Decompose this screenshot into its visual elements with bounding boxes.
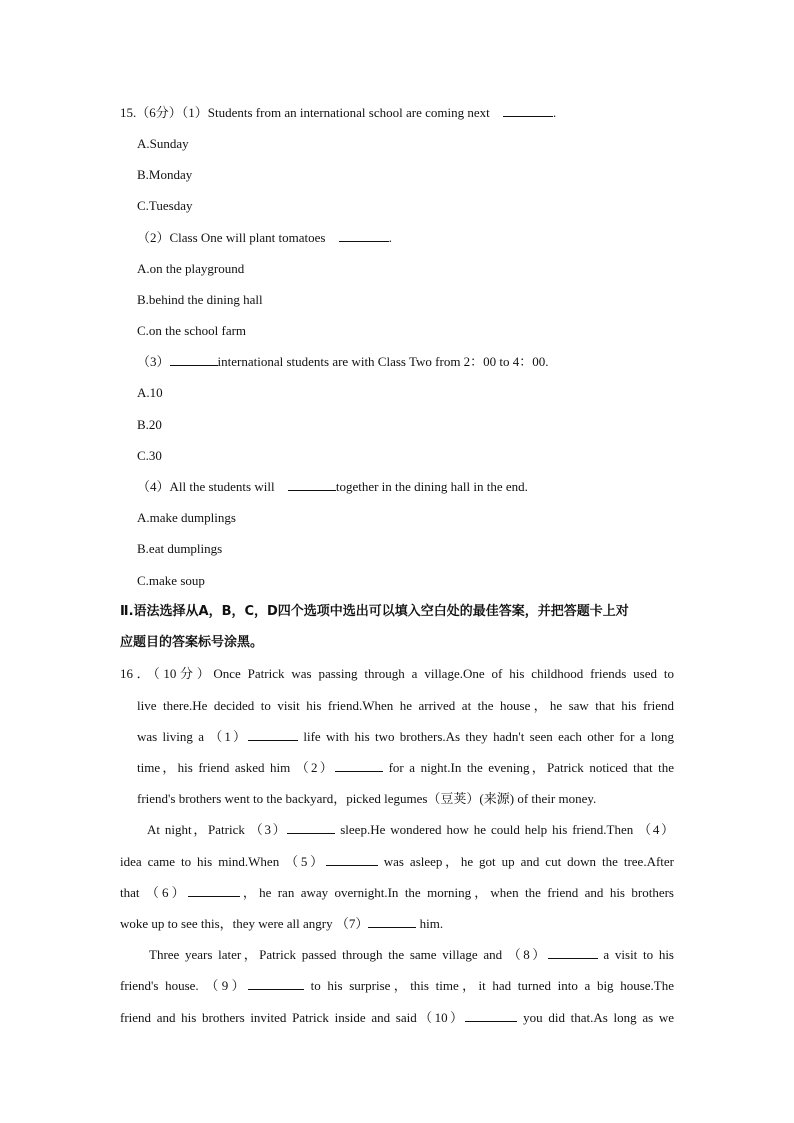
q15-sub3-option-a: A.10 — [137, 385, 163, 400]
q15-sub1-option-c: C.Tuesday — [137, 198, 193, 213]
answer-blank-3 — [287, 821, 335, 834]
q16-line-9: woke up to see this，they were all angry （7） him. — [120, 916, 444, 931]
q15-sub3-stem: （3） international students are with Class Two from 2：00 to 4：00. — [137, 354, 549, 369]
q16-line-1: 16．（10分）Once Patrick was passing through a village.One of his childhood friends used to — [120, 666, 674, 681]
q16-line-2: live there.He decided to visit his friend.When he arrived at the house，he saw that his friend — [137, 698, 674, 713]
q16-line-12: friend and his brothers invited Patrick inside and said（10） you did that.As long as we — [120, 1010, 674, 1025]
q16-line-3: was living a （1） life with his two brothers.As they hadn't seen each other for a long — [137, 729, 674, 744]
section-heading-line1: Ⅱ.语法选择从A，B，C，D四个选项中选出可以填入空白处的最佳答案，并把答题卡上对 — [120, 604, 629, 619]
q15-sub1-option-a: A.Sunday — [137, 136, 189, 151]
answer-blank — [503, 104, 553, 117]
q15-sub4-stem: （4）All the students will together in the dining hall in the end. — [137, 479, 528, 494]
q15-sub3-option-b: B.20 — [137, 417, 162, 432]
answer-blank-10 — [465, 1009, 517, 1022]
answer-blank — [339, 229, 389, 242]
answer-blank-7 — [368, 915, 416, 928]
q15-sub2-option-a: A.on the playground — [137, 261, 245, 276]
answer-blank-9 — [248, 977, 304, 990]
section-heading-line2: 应题目的答案标号涂黑。 — [120, 635, 264, 650]
q16-line-8: that （6） ，he ran away overnight.In the morning，when the friend and his brothers — [120, 885, 674, 900]
q16-line-10: Three years later，Patrick passed through the same village and （8） a visit to his — [149, 947, 674, 962]
answer-blank-2 — [335, 759, 383, 772]
q15-sub4-option-b: B.eat dumplings — [137, 541, 223, 556]
q16-line-4: time，his friend asked him （2） for a night.In the evening，Patrick noticed that the — [137, 760, 675, 775]
answer-blank-5 — [326, 853, 378, 866]
q16-line-5: friend's brothers went to the backyard，picked legumes（豆荚）(来源) of their money. — [137, 791, 597, 806]
q15-sub1-stem: 15.（6分）（1）Students from an international school are coming next . — [120, 105, 557, 120]
answer-blank-1 — [248, 728, 298, 741]
answer-blank-8 — [548, 946, 598, 959]
q15-sub3-option-c: C.30 — [137, 448, 162, 463]
q15-sub2-option-c: C.on the school farm — [137, 323, 247, 338]
answer-blank — [170, 353, 218, 366]
q15-sub4-option-a: A.make dumplings — [137, 510, 236, 525]
q15-sub1-option-b: B.Monday — [137, 167, 193, 182]
q16-line-11: friend's house. （9） to his surprise，this time，it had turned into a big house.The — [120, 978, 674, 993]
q15-sub2-option-b: B.behind the dining hall — [137, 292, 263, 307]
q16-line-6: At night，Patrick （3） sleep.He wondered how he could help his friend.Then （4） — [147, 822, 674, 837]
answer-blank-6 — [188, 884, 240, 897]
q15-number: 15.（6分） — [120, 105, 182, 120]
answer-blank — [288, 478, 336, 491]
q15-sub4-option-c: C.make soup — [137, 573, 205, 588]
q15-sub2-stem: （2）Class One will plant tomatoes . — [137, 230, 392, 245]
q16-line-7: idea came to his mind.When （5） was asleep，he got up and cut down the tree.After — [120, 854, 674, 869]
